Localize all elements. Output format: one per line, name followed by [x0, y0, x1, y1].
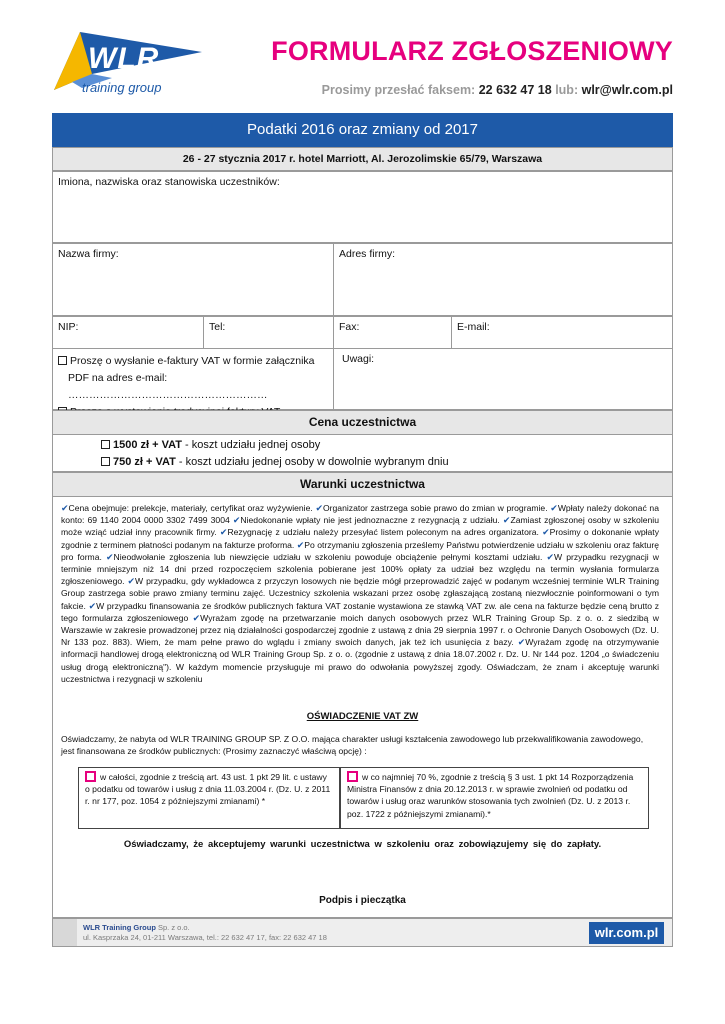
- invoice-e-email-line: PDF na adres e-mail: …………………………………………………: [68, 372, 268, 401]
- checkbox-price-full[interactable]: [101, 440, 110, 449]
- acceptance-statement: Oświadczamy, że akceptujemy warunki uczestnictwa w szkoleniu oraz zobowiązujemy się do zapłaty.: [123, 839, 602, 850]
- term-text: Wpłaty należy dokonać na konto: 69 1140 2004 0000 3302 7499 3004: [61, 503, 659, 526]
- price-option-day[interactable]: [101, 454, 672, 471]
- course-title-banner: Podatki 2016 oraz zmiany od 2017: [52, 113, 673, 147]
- invoice-e-option[interactable]: [58, 353, 328, 370]
- term-text: Zamiast zgłoszonej osoby w szkoleniu może wziąć udział inny pracownik firmy.: [61, 515, 659, 538]
- term-text: Wyrażam zgodę na przetwarzanie moich danych osobowych przez WLR Training Group Sp. z o. o. z siedzibą w Warszawie w zakresie prowadzonej przez nią działalności gospodarczej zgodnie z ustawą z dnia 29 sierpnia 1997 r. o Ochronie Danych Osobowych (Dz. U. Nr 133 poz. 883). Wiem, że mam pełne prawo do wglądu i zmiany swoich danych, jak też ich usunięcia z bazy.: [61, 612, 659, 648]
- company-logo: [52, 22, 212, 112]
- vat-option-partial-text: w co najmniej 70 %, zgodnie z treścią § 3 ust. 1 pkt 14 Rozporządzenia Ministra Finansów z dnia 20.12.2013 r. w sprawie zwolnień od podatku od towarów i usług oraz warunków stosowania tych zwolnień (Dz. U. z 2013 r. poz. 1722 z późniejszymi zmianami).*: [347, 772, 634, 819]
- vat-option-full[interactable]: [78, 767, 340, 829]
- term-text: Po otrzymaniu zgłoszenia prześlemy Państwu potwierdzenie udziału w szkoleniu oraz fakturę pro forma.: [61, 539, 659, 562]
- term-text: Rezygnację z udziału należy przesyłać listem poleconym na adres organizatora.: [227, 527, 543, 538]
- vat-intro: Oświadczamy, że nabyta od WLR TRAINING GROUP SP. Z O.O. mająca charakter usługi kształcenia zawodowego lub przekwalifikowania zawodowego, jest finansowana ze środków publicznych: (Prosimy zaznaczyć właściwą opcję) :: [61, 734, 644, 757]
- vat-heading: OŚWIADCZENIE VAT ZW: [306, 711, 419, 722]
- check-icon: ✔: [232, 515, 241, 526]
- check-icon: ✔: [127, 576, 136, 587]
- check-icon: ✔: [550, 503, 558, 513]
- logo-text: WLR: [88, 42, 160, 75]
- check-icon: ✔: [502, 515, 511, 526]
- fax-number: 22 632 47 18: [478, 83, 552, 97]
- checkbox-e-invoice[interactable]: [58, 356, 67, 365]
- footer-address: ul. Kasprzaka 24, 01-211 Warszawa, tel.: 22 632 47 17, fax: 22 632 47 18: [83, 933, 327, 942]
- term-text: Organizator zastrzega sobie prawo do zmian w programie.: [322, 503, 551, 513]
- price-day-desc: - koszt udziału jednej osoby w dowolnie wybranym dniu: [175, 456, 449, 468]
- price-full-amount: 1500 zł + VAT: [113, 439, 182, 451]
- address-field[interactable]: [333, 243, 673, 316]
- checkbox-price-day[interactable]: [101, 457, 110, 466]
- logo-subtitle: training group: [82, 80, 162, 95]
- fax-line: [322, 83, 673, 97]
- tel-field[interactable]: [203, 316, 334, 349]
- email-field[interactable]: [451, 316, 673, 349]
- tel-label: Tel:: [209, 321, 226, 333]
- term-text: W przypadku rezygnacji w terminie mniejszym niż 14 dni przed rozpoczęciem szkolenia pobierane jest 100% opłaty za udział bez względu na termin wysłania formularza zgłoszeniowego.: [61, 551, 659, 587]
- terms-body: [61, 502, 659, 685]
- vat-option-partial[interactable]: [340, 767, 649, 829]
- term-text: Cena obejmuje: prelekcje, materiały, certyfikat oraz wyżywienie.: [68, 503, 316, 513]
- company-field[interactable]: [52, 243, 334, 316]
- website-link[interactable]: wlr.com.pl: [589, 922, 664, 944]
- check-icon: ✔: [517, 637, 526, 648]
- check-icon: ✔: [192, 612, 201, 623]
- term-text: Prosimy o dokonanie wpłaty zgodnie z terminem płatności podanym na fakturze proforma.: [61, 527, 659, 550]
- invoice-e-label: Proszę o wysłanie e-faktury VAT w formie załącznika: [70, 355, 315, 367]
- term-text: W przypadku, gdy wykładowca z przyczyn losowych nie będzie mógł przeprowadzić zajęć w podanym wcześniej terminie WLR Training Group zastrzega sobie prawo zmiany terminu zajęć. Uczestnicy szkolenia wskazani przez osobę zgłaszającą zostaną niezwłocznie poinformowani o tym fakcie.: [61, 576, 659, 611]
- nip-label: NIP:: [58, 321, 79, 333]
- check-icon: ✔: [219, 527, 228, 538]
- fax-field[interactable]: [333, 316, 452, 349]
- price-day-amount: 750 zł + VAT: [113, 456, 176, 468]
- participants-field[interactable]: [52, 171, 673, 243]
- contact-email[interactable]: wlr@wlr.com.pl: [581, 83, 673, 97]
- term-text: Nieodwołanie zgłoszenia lub niewzięcie udziału w szkoleniu powoduje obciążenie pełnymi kosztami udziału.: [113, 551, 547, 562]
- price-full-desc: - koszt udziału jednej osoby: [182, 439, 321, 451]
- course-date-place: 26 - 27 stycznia 2017 r. hotel Marriott, Al. Jerozolimskie 65/79, Warszawa: [52, 147, 673, 171]
- signature-label: Podpis i pieczątka: [319, 895, 406, 906]
- footer-company-name: WLR Training Group: [83, 923, 156, 932]
- term-text: Niedokonanie wpłaty nie jest jednoznaczne z rezygnacją z udziału.: [240, 515, 503, 526]
- check-icon: ✔: [546, 551, 554, 562]
- price-option-full[interactable]: [101, 437, 672, 454]
- footer: [52, 918, 673, 947]
- participants-label: Imiona, nazwiska oraz stanowiska uczestników:: [58, 176, 280, 188]
- form-title: FORMULARZ ZGŁOSZENIOWY: [271, 36, 673, 66]
- price-options: [52, 434, 673, 472]
- check-icon: ✔: [61, 503, 69, 513]
- checkbox-vat-full[interactable]: [85, 771, 96, 782]
- footer-company-info: [83, 923, 327, 943]
- or-word: lub:: [555, 83, 579, 97]
- nip-field[interactable]: [52, 316, 204, 349]
- vat-option-full-text: w całości, zgodnie z treścią art. 43 ust. 1 pkt 29 lit. c ustawy o podatku od towarów i usług z dnia 11.03.2004 r. (Dz. U. z 2011 r. nr 177, poz. 1054 z późniejszymi zmianami) *: [85, 772, 331, 807]
- terms-heading: Warunki uczestnictwa: [52, 472, 673, 497]
- address-label: Adres firmy:: [339, 248, 396, 260]
- term-text: W przypadku finansowania ze środków publicznych faktura VAT zostanie wystawiona ze stawką VAT zw. ale cena na fakturze będzie ceną brutto z tego formularza zgłoszeniowego: [61, 600, 659, 623]
- term-text: Wyrażam zgodę na otrzymywanie informacji handlowej drogą elektroniczną od WLR Training Group Sp. z o. o. (zgodnie z ustawą z dnia 18.07.2002 r. Dz. U. Nr 144 poz. 1204 „o świadczeniu usług drogą elektroniczną"). W każdym momencie przysługuje mi prawo do odwołania powyższej zgody. Oświadczam, że znam i akceptuję warunki uczestnictwa i rezygnacji w szkoleniu: [61, 637, 659, 684]
- checkbox-vat-partial[interactable]: [347, 771, 358, 782]
- check-icon: ✔: [315, 503, 323, 513]
- check-icon: ✔: [542, 527, 550, 538]
- remarks-field[interactable]: [333, 348, 673, 410]
- check-icon: ✔: [106, 551, 114, 562]
- fax-prefix: Prosimy przesłać faksem:: [321, 83, 476, 97]
- check-icon: ✔: [296, 539, 305, 550]
- fax-label: Fax:: [339, 321, 360, 333]
- company-label: Nazwa firmy:: [58, 248, 119, 260]
- footer-company-type: Sp. z o.o.: [155, 923, 190, 932]
- terms-section: [52, 496, 673, 918]
- price-heading: Cena uczestnictwa: [52, 410, 673, 435]
- check-icon: ✔: [88, 600, 97, 611]
- invoice-options: [52, 348, 334, 410]
- footer-stripe: [53, 919, 77, 946]
- email-label: E-mail:: [457, 321, 490, 333]
- remarks-label: Uwagi:: [342, 353, 375, 365]
